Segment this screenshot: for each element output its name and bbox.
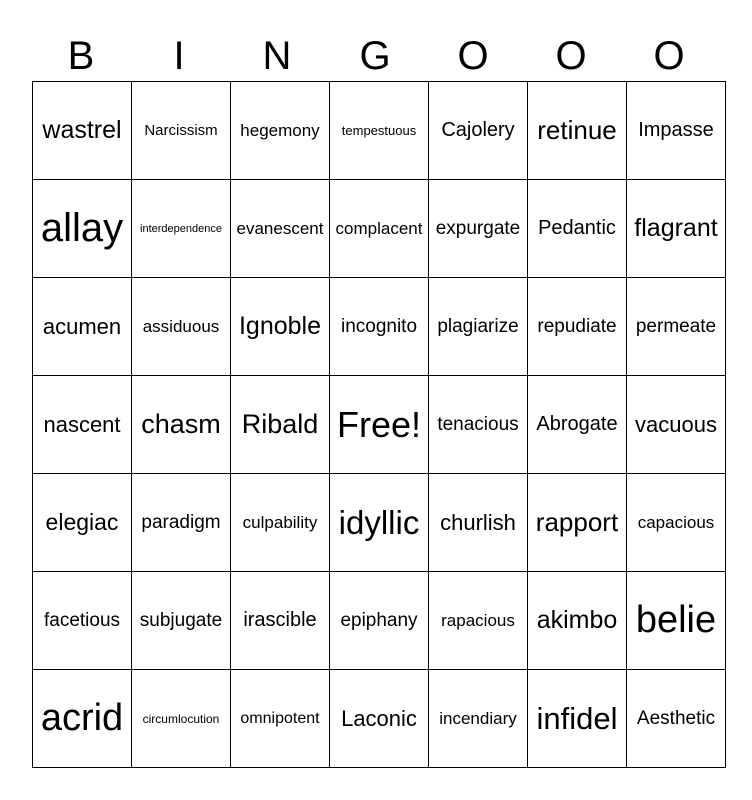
grid-cell: repudiate — [528, 278, 627, 376]
grid-cell: Ignoble — [231, 278, 330, 376]
grid-cell: rapacious — [429, 572, 528, 670]
header-letter-o1: O — [457, 34, 489, 78]
grid-cell: epiphany — [330, 572, 429, 670]
grid-cell: Abrogate — [528, 376, 627, 474]
grid-cell: interdependence — [132, 180, 231, 278]
header-letter-o2: O — [555, 34, 587, 78]
grid-row — [33, 474, 726, 572]
grid-cell: rapport — [528, 474, 627, 572]
grid-cell: acrid — [33, 670, 132, 768]
grid-cell: retinue — [528, 82, 627, 180]
grid-cell: permeate — [627, 278, 726, 376]
bingo-header — [32, 30, 718, 82]
grid-cell: idyllic — [330, 474, 429, 572]
grid-cell: plagiarize — [429, 278, 528, 376]
grid-cell: Laconic — [330, 670, 429, 768]
grid-cell: acumen — [33, 278, 132, 376]
grid-cell: evanescent — [231, 180, 330, 278]
grid-cell: irascible — [231, 572, 330, 670]
grid-cell: Pedantic — [528, 180, 627, 278]
grid-cell: infidel — [528, 670, 627, 768]
grid-cell: facetious — [33, 572, 132, 670]
grid-row — [33, 278, 726, 376]
grid-cell: Impasse — [627, 82, 726, 180]
grid-cell: belie — [627, 572, 726, 670]
grid-cell: paradigm — [132, 474, 231, 572]
grid-cell: nascent — [33, 376, 132, 474]
grid-cell: akimbo — [528, 572, 627, 670]
grid-cell: capacious — [627, 474, 726, 572]
grid-cell: tenacious — [429, 376, 528, 474]
header-letter-b: B — [67, 34, 95, 78]
grid-cell: vacuous — [627, 376, 726, 474]
grid-cell: allay — [33, 180, 132, 278]
grid-row — [33, 376, 726, 474]
grid-cell: Cajolery — [429, 82, 528, 180]
bingo-card-grid — [32, 81, 726, 768]
grid-cell: wastrel — [33, 82, 132, 180]
grid-cell: culpability — [231, 474, 330, 572]
grid-cell: circumlocution — [132, 670, 231, 768]
grid-cell: elegiac — [33, 474, 132, 572]
grid-cell: assiduous — [132, 278, 231, 376]
grid-cell: incendiary — [429, 670, 528, 768]
grid-cell: flagrant — [627, 180, 726, 278]
grid-row — [33, 572, 726, 670]
grid-cell: complacent — [330, 180, 429, 278]
header-letter-g: G — [359, 34, 391, 78]
header-letter-i: I — [173, 34, 185, 78]
grid-cell: subjugate — [132, 572, 231, 670]
grid-cell: incognito — [330, 278, 429, 376]
grid-row — [33, 670, 726, 768]
grid-cell-free: Free! — [330, 376, 429, 474]
grid-cell: chasm — [132, 376, 231, 474]
grid-cell: hegemony — [231, 82, 330, 180]
grid-row — [33, 180, 726, 278]
grid-cell: Narcissism — [132, 82, 231, 180]
header-letter-n: N — [262, 34, 292, 78]
grid-cell: churlish — [429, 474, 528, 572]
grid-cell: expurgate — [429, 180, 528, 278]
grid-row — [33, 82, 726, 180]
grid-cell: omnipotent — [231, 670, 330, 768]
header-letter-o3: O — [653, 34, 685, 78]
grid-cell: Ribald — [231, 376, 330, 474]
grid-cell: Aesthetic — [627, 670, 726, 768]
grid-cell: tempestuous — [330, 82, 429, 180]
